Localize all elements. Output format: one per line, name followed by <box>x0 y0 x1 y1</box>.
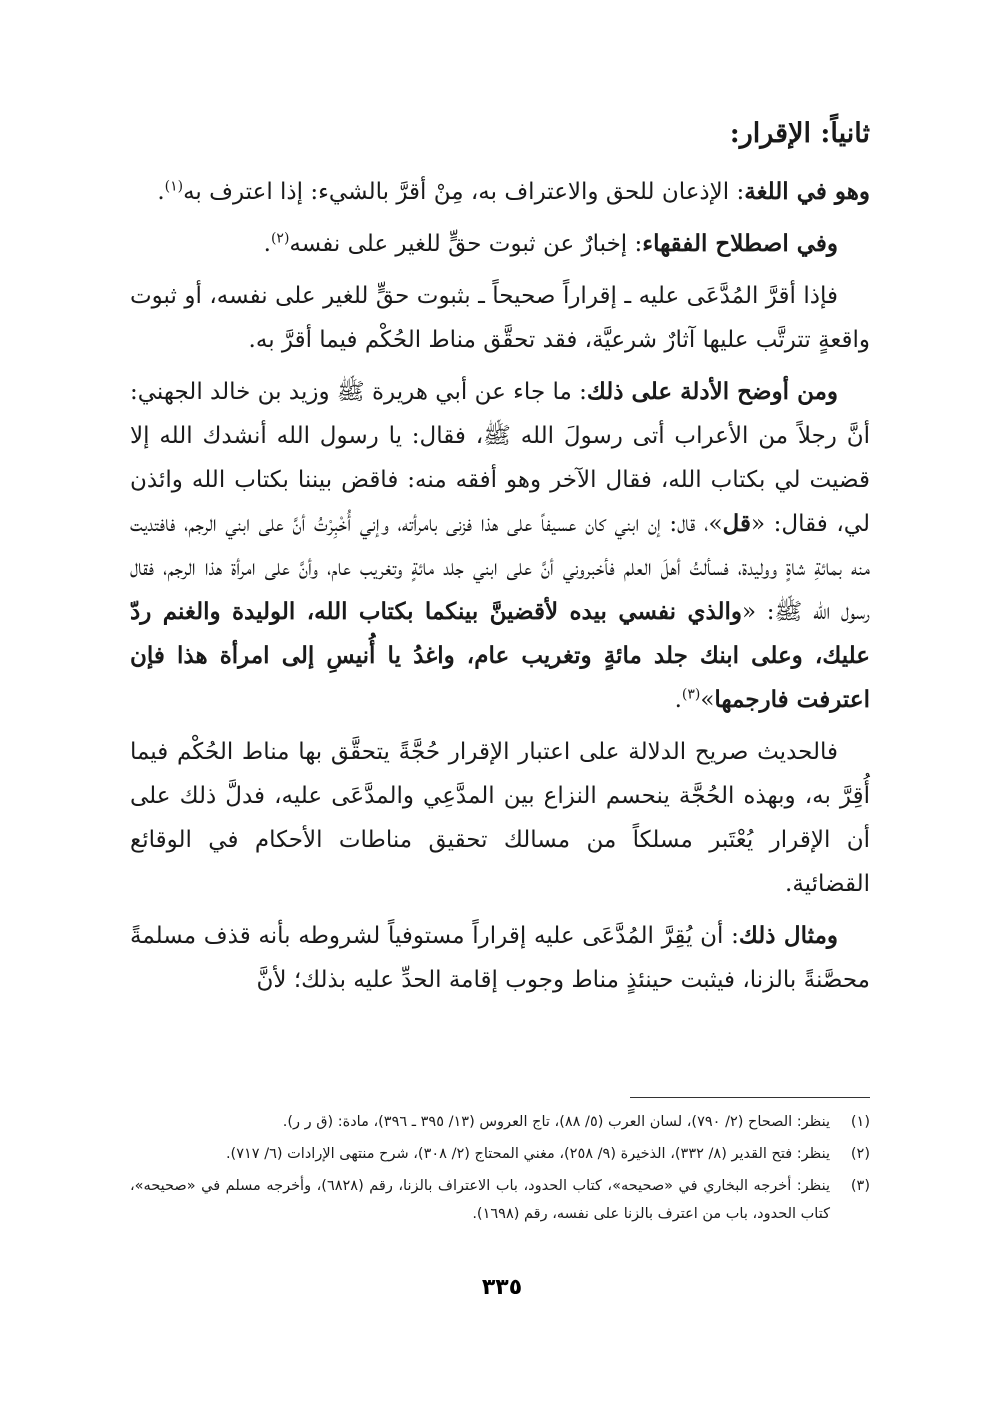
paragraph-lead: ومن أوضح الأدلة على ذلك <box>586 378 838 405</box>
footnote <box>130 1172 870 1228</box>
quote-qul: قل <box>722 510 751 537</box>
paragraph-end: . <box>157 179 165 205</box>
paragraph-example <box>130 914 870 1002</box>
paragraph-text: : ما جاء عن أبي هريرة ﷺ وزيد بن خالد الجهني: أنَّ رجلاً من الأعراب أتى رسولَ الله ﷺ، فقال: يا رسول الله أنشدك الله إلا قضيت لي بكتاب الله، فقال الآخر وهو أفقه منه: فاقض بيننا بكتاب الله وائذن لي، فقال: « <box>130 379 870 537</box>
footnote-text: ينظر: الصحاح (٢/ ٧٩٠)، لسان العرب (٥/ ٨٨)، تاج العروس (١٣/ ٣٩٥ ـ ٣٩٦)، مادة: (ق ر ر). <box>282 1114 830 1130</box>
footnote <box>130 1108 870 1136</box>
footnote <box>130 1140 870 1168</box>
page-body <box>130 112 870 1010</box>
paragraph-lead: وفي اصطلاح الفقهاء <box>642 230 838 257</box>
hadith-quote: والذي نفسي بيده لأقضينَّ بينكما بكتاب الله، الوليدة والغنم ردّ عليك، وعلى ابنك جلد مائةٍ وتغريب عام، واغدُ يا أُنيسِ إلى امرأة هذا فإن اعترفت فارجمها <box>130 598 870 713</box>
paragraph-linguistic <box>130 170 870 214</box>
paragraph-ruling: فإذا أقرَّ المُدَّعَى عليه ـ إقراراً صحيحاً ـ بثبوت حقٍّ للغير على نفسه، أو ثبوت واقعةٍ تترتَّب عليها آثارٌ شرعيَّة، فقد تحقَّق مناط الحُكْم فيما أقرَّ به. <box>130 283 870 353</box>
paragraph-text: : الإذعان للحق والاعتراف به، مِنْ أقرَّ بالشيء: إذا اعترف به <box>183 179 745 205</box>
paragraph-lead: ومثال ذلك <box>738 922 838 949</box>
footnotes <box>130 1108 870 1232</box>
footnote-text: ينظر: فتح القدير (٨/ ٣٣٢)، الذخيرة (٩/ ٢٥٨)، مغني المحتاج (٢/ ٣٠٨)، شرح منتهى الإرادات (٦/ ٧١٧). <box>225 1146 830 1162</box>
footnote-ref[interactable]: (٣) <box>681 686 701 703</box>
footnote-ref[interactable]: (٢) <box>270 230 290 247</box>
paragraph-end: . <box>263 231 271 257</box>
footnote-divider <box>630 1097 870 1098</box>
paragraph-lead: وهو في اللغة <box>744 178 870 205</box>
footnote-ref[interactable]: (١) <box>164 178 184 195</box>
paragraph-conclusion: فالحديث صريح الدلالة على اعتبار الإقرار حُجَّةً يتحقَّق بها مناط الحُكْم فيما أُقِرَّ به، وبهذه الحُجَّة ينحسم النزاع بين المدَّعِي والمدَّعَى عليه، فدلَّ ذلك على أن الإقرار يُعْتَبر مسلكاً من مسالك تحقيق مناطات الأحكام في الوقائع القضائية. <box>130 739 870 897</box>
paragraph-text: : إخبارٌ عن ثبوت حقٍّ للغير على نفسه <box>289 231 643 257</box>
paragraph-evidence <box>130 370 870 722</box>
page-number: ٣٣٥ <box>481 1275 523 1300</box>
footnote-number: (٣) <box>850 1178 870 1194</box>
paragraph-text: : أن يُقِرَّ المُدَّعَى عليه إقراراً مستوفياً لشروطه بأنه قذف مسلمةً محصَّنةً بالزنا، فيثبت حينئذٍ مناط وجوب إقامة الحدِّ عليه بذلك؛ لأنَّ <box>130 923 870 993</box>
footnote-number: (١) <box>850 1114 870 1130</box>
footnote-number: (٢) <box>850 1146 870 1162</box>
section-heading: ثانياً: الإقرار: <box>729 118 870 149</box>
quote-close: » <box>700 687 715 713</box>
paragraph-terminology <box>130 222 870 266</box>
footnote-text: ينظر: أخرجه البخاري في «صحيحه»، كتاب الحدود، باب الاعتراف بالزنا، رقم (٦٨٢٨)، وأخرجه مسلم في «صحيحه»، كتاب الحدود، باب من اعترف بالزنا على نفسه، رقم (١٦٩٨). <box>130 1178 830 1222</box>
paragraph-end: . <box>674 687 682 713</box>
paragraph-text: »، قال: إن ابني كان عسيفاً على هذا فزنى بامرأته، وإني أُخْبِرْتُ أنَّ على ابني الرجم، فافتديت منه بمائةِ شاةٍ ووليدة، فسألتُ أهلَ العلم فأخبروني أنَّ على ابني جلد مائةٍ وتغريب عام، وأنَّ على امرأة هذا الرجم، فقال رسول الله ﷺ: « <box>130 511 870 625</box>
